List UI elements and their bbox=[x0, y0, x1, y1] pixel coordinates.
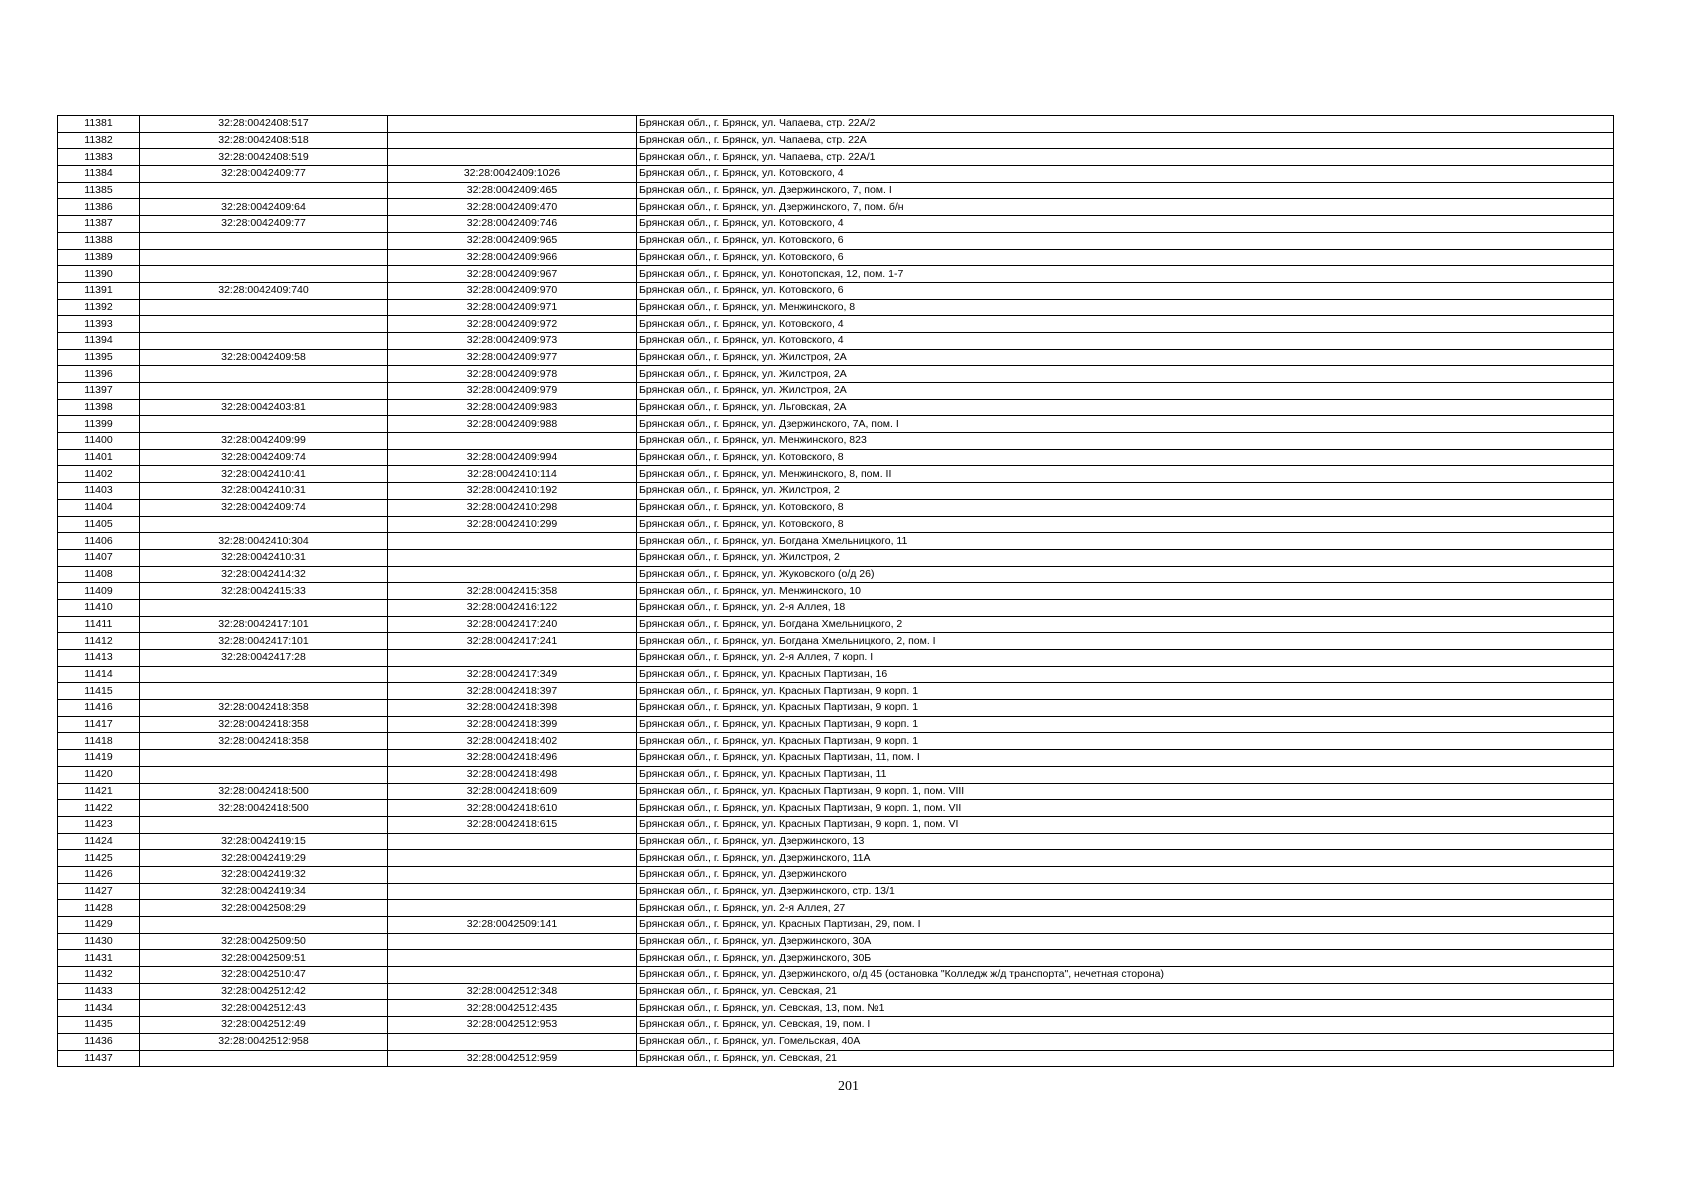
row-number-cell: 11390 bbox=[58, 266, 140, 283]
parcel-cadastral-cell bbox=[140, 816, 388, 833]
building-cadastral-cell: 32:28:0042418:610 bbox=[388, 800, 637, 817]
building-cadastral-cell: 32:28:0042418:398 bbox=[388, 700, 637, 717]
building-cadastral-cell: 32:28:0042418:402 bbox=[388, 733, 637, 750]
table-row bbox=[58, 316, 1614, 333]
parcel-cadastral-cell: 32:28:0042512:958 bbox=[140, 1033, 388, 1050]
building-cadastral-cell: 32:28:0042409:746 bbox=[388, 216, 637, 233]
table-row bbox=[58, 950, 1614, 967]
row-number-cell: 11403 bbox=[58, 483, 140, 500]
row-number-cell: 11399 bbox=[58, 416, 140, 433]
parcel-cadastral-cell: 32:28:0042408:517 bbox=[140, 116, 388, 133]
row-number-cell: 11401 bbox=[58, 449, 140, 466]
parcel-cadastral-cell: 32:28:0042408:518 bbox=[140, 132, 388, 149]
building-cadastral-cell: 32:28:0042409:470 bbox=[388, 199, 637, 216]
table-row bbox=[58, 566, 1614, 583]
row-number-cell: 11397 bbox=[58, 383, 140, 400]
address-cell: Брянская обл., г. Брянск, ул. Богдана Хмельницкого, 2, пом. I bbox=[637, 633, 1614, 650]
row-number-cell: 11415 bbox=[58, 683, 140, 700]
table-row bbox=[58, 599, 1614, 616]
row-number-cell: 11428 bbox=[58, 900, 140, 917]
address-cell: Брянская обл., г. Брянск, ул. Котовского, 6 bbox=[637, 232, 1614, 249]
table-row bbox=[58, 266, 1614, 283]
table-row bbox=[58, 383, 1614, 400]
table-row bbox=[58, 449, 1614, 466]
building-cadastral-cell bbox=[388, 566, 637, 583]
table-row bbox=[58, 816, 1614, 833]
parcel-cadastral-cell bbox=[140, 182, 388, 199]
parcel-cadastral-cell: 32:28:0042508:29 bbox=[140, 900, 388, 917]
table-row bbox=[58, 232, 1614, 249]
table-row bbox=[58, 182, 1614, 199]
row-number-cell: 11434 bbox=[58, 1000, 140, 1017]
parcel-cadastral-cell: 32:28:0042410:304 bbox=[140, 533, 388, 550]
parcel-cadastral-cell: 32:28:0042409:99 bbox=[140, 433, 388, 450]
row-number-cell: 11384 bbox=[58, 166, 140, 183]
building-cadastral-cell bbox=[388, 900, 637, 917]
table-row bbox=[58, 1017, 1614, 1034]
row-number-cell: 11400 bbox=[58, 433, 140, 450]
table-row bbox=[58, 366, 1614, 383]
parcel-cadastral-cell: 32:28:0042409:77 bbox=[140, 216, 388, 233]
row-number-cell: 11420 bbox=[58, 766, 140, 783]
address-cell: Брянская обл., г. Брянск, ул. Дзержинского, 30Б bbox=[637, 950, 1614, 967]
parcel-cadastral-cell: 32:28:0042410:31 bbox=[140, 483, 388, 500]
address-cell: Брянская обл., г. Брянск, ул. Дзержинского, стр. 13/1 bbox=[637, 883, 1614, 900]
building-cadastral-cell: 32:28:0042410:114 bbox=[388, 466, 637, 483]
table-row bbox=[58, 216, 1614, 233]
parcel-cadastral-cell: 32:28:0042410:41 bbox=[140, 466, 388, 483]
address-cell: Брянская обл., г. Брянск, ул. Жилстроя, 2 bbox=[637, 549, 1614, 566]
building-cadastral-cell: 32:28:0042409:994 bbox=[388, 449, 637, 466]
address-cell: Брянская обл., г. Брянск, ул. Дзержинского, 7, пом. I bbox=[637, 182, 1614, 199]
table-row bbox=[58, 683, 1614, 700]
table-row bbox=[58, 1033, 1614, 1050]
parcel-cadastral-cell bbox=[140, 249, 388, 266]
parcel-cadastral-cell bbox=[140, 316, 388, 333]
row-number-cell: 11396 bbox=[58, 366, 140, 383]
parcel-cadastral-cell: 32:28:0042510:47 bbox=[140, 967, 388, 984]
parcel-cadastral-cell bbox=[140, 766, 388, 783]
row-number-cell: 11430 bbox=[58, 933, 140, 950]
building-cadastral-cell: 32:28:0042416:122 bbox=[388, 599, 637, 616]
row-number-cell: 11391 bbox=[58, 282, 140, 299]
parcel-cadastral-cell: 32:28:0042419:15 bbox=[140, 833, 388, 850]
building-cadastral-cell bbox=[388, 650, 637, 667]
address-cell: Брянская обл., г. Брянск, ул. Жуковского (о/д 26) bbox=[637, 566, 1614, 583]
row-number-cell: 11429 bbox=[58, 917, 140, 934]
parcel-cadastral-cell: 32:28:0042417:101 bbox=[140, 616, 388, 633]
building-cadastral-cell bbox=[388, 833, 637, 850]
row-number-cell: 11387 bbox=[58, 216, 140, 233]
row-number-cell: 11402 bbox=[58, 466, 140, 483]
address-cell: Брянская обл., г. Брянск, ул. Менжинского, 823 bbox=[637, 433, 1614, 450]
building-cadastral-cell: 32:28:0042410:298 bbox=[388, 499, 637, 516]
parcel-cadastral-cell bbox=[140, 917, 388, 934]
table-row bbox=[58, 616, 1614, 633]
row-number-cell: 11418 bbox=[58, 733, 140, 750]
table-row bbox=[58, 766, 1614, 783]
address-cell: Брянская обл., г. Брянск, ул. Дзержинского, 7, пом. б/н bbox=[637, 199, 1614, 216]
building-cadastral-cell: 32:28:0042418:399 bbox=[388, 716, 637, 733]
row-number-cell: 11421 bbox=[58, 783, 140, 800]
building-cadastral-cell bbox=[388, 866, 637, 883]
row-number-cell: 11388 bbox=[58, 232, 140, 249]
table-row bbox=[58, 416, 1614, 433]
row-number-cell: 11433 bbox=[58, 983, 140, 1000]
building-cadastral-cell: 32:28:0042512:435 bbox=[388, 1000, 637, 1017]
building-cadastral-cell: 32:28:0042417:240 bbox=[388, 616, 637, 633]
parcel-cadastral-cell bbox=[140, 1050, 388, 1067]
row-number-cell: 11426 bbox=[58, 866, 140, 883]
parcel-cadastral-cell: 32:28:0042410:31 bbox=[140, 549, 388, 566]
parcel-cadastral-cell: 32:28:0042409:64 bbox=[140, 199, 388, 216]
address-cell: Брянская обл., г. Брянск, ул. Севская, 19, пом. I bbox=[637, 1017, 1614, 1034]
row-number-cell: 11395 bbox=[58, 349, 140, 366]
building-cadastral-cell bbox=[388, 116, 637, 133]
table-row bbox=[58, 199, 1614, 216]
address-cell: Брянская обл., г. Брянск, ул. Красных Партизан, 16 bbox=[637, 666, 1614, 683]
table-row bbox=[58, 633, 1614, 650]
address-cell: Брянская обл., г. Брянск, ул. Красных Партизан, 9 корп. 1 bbox=[637, 716, 1614, 733]
parcel-cadastral-cell bbox=[140, 683, 388, 700]
address-cell: Брянская обл., г. Брянск, ул. Гомельская, 40А bbox=[637, 1033, 1614, 1050]
building-cadastral-cell: 32:28:0042417:349 bbox=[388, 666, 637, 683]
building-cadastral-cell bbox=[388, 883, 637, 900]
parcel-cadastral-cell bbox=[140, 666, 388, 683]
parcel-cadastral-cell bbox=[140, 416, 388, 433]
building-cadastral-cell: 32:28:0042409:988 bbox=[388, 416, 637, 433]
parcel-cadastral-cell: 32:28:0042419:29 bbox=[140, 850, 388, 867]
row-number-cell: 11409 bbox=[58, 583, 140, 600]
parcel-cadastral-cell: 32:28:0042414:32 bbox=[140, 566, 388, 583]
address-cell: Брянская обл., г. Брянск, ул. Котовского, 8 bbox=[637, 499, 1614, 516]
table-row bbox=[58, 700, 1614, 717]
parcel-cadastral-cell: 32:28:0042409:58 bbox=[140, 349, 388, 366]
parcel-cadastral-cell: 32:28:0042409:74 bbox=[140, 499, 388, 516]
address-cell: Брянская обл., г. Брянск, ул. Дзержинского bbox=[637, 866, 1614, 883]
parcel-cadastral-cell: 32:28:0042509:51 bbox=[140, 950, 388, 967]
table-row bbox=[58, 933, 1614, 950]
table-row bbox=[58, 166, 1614, 183]
table-row bbox=[58, 516, 1614, 533]
building-cadastral-cell bbox=[388, 433, 637, 450]
building-cadastral-cell: 32:28:0042418:615 bbox=[388, 816, 637, 833]
address-cell: Брянская обл., г. Брянск, ул. Дзержинского, 13 bbox=[637, 833, 1614, 850]
row-number-cell: 11394 bbox=[58, 332, 140, 349]
parcel-cadastral-cell bbox=[140, 266, 388, 283]
parcel-cadastral-cell: 32:28:0042418:500 bbox=[140, 800, 388, 817]
table-row bbox=[58, 549, 1614, 566]
parcel-cadastral-cell: 32:28:0042509:50 bbox=[140, 933, 388, 950]
building-cadastral-cell: 32:28:0042418:498 bbox=[388, 766, 637, 783]
table-row bbox=[58, 750, 1614, 767]
row-number-cell: 11407 bbox=[58, 549, 140, 566]
parcel-cadastral-cell: 32:28:0042403:81 bbox=[140, 399, 388, 416]
address-cell: Брянская обл., г. Брянск, ул. Дзержинского, 30А bbox=[637, 933, 1614, 950]
address-cell: Брянская обл., г. Брянск, ул. Красных Партизан, 9 корп. 1 bbox=[637, 700, 1614, 717]
row-number-cell: 11408 bbox=[58, 566, 140, 583]
row-number-cell: 11423 bbox=[58, 816, 140, 833]
building-cadastral-cell: 32:28:0042409:1026 bbox=[388, 166, 637, 183]
building-cadastral-cell bbox=[388, 950, 637, 967]
building-cadastral-cell: 32:28:0042512:953 bbox=[388, 1017, 637, 1034]
address-cell: Брянская обл., г. Брянск, ул. 2-я Аллея, 18 bbox=[637, 599, 1614, 616]
row-number-cell: 11412 bbox=[58, 633, 140, 650]
table-row bbox=[58, 483, 1614, 500]
parcel-cadastral-cell: 32:28:0042417:101 bbox=[140, 633, 388, 650]
address-cell: Брянская обл., г. Брянск, ул. Красных Партизан, 11 bbox=[637, 766, 1614, 783]
building-cadastral-cell bbox=[388, 933, 637, 950]
row-number-cell: 11419 bbox=[58, 750, 140, 767]
address-cell: Брянская обл., г. Брянск, ул. Красных Партизан, 9 корп. 1, пом. VIII bbox=[637, 783, 1614, 800]
table-row bbox=[58, 466, 1614, 483]
parcel-cadastral-cell: 32:28:0042418:358 bbox=[140, 700, 388, 717]
table-row bbox=[58, 833, 1614, 850]
address-cell: Брянская обл., г. Брянск, ул. Льговская, 2А bbox=[637, 399, 1614, 416]
building-cadastral-cell: 32:28:0042409:967 bbox=[388, 266, 637, 283]
address-cell: Брянская обл., г. Брянск, ул. Севская, 13, пом. №1 bbox=[637, 1000, 1614, 1017]
building-cadastral-cell bbox=[388, 549, 637, 566]
row-number-cell: 11435 bbox=[58, 1017, 140, 1034]
table-row bbox=[58, 349, 1614, 366]
parcel-cadastral-cell bbox=[140, 750, 388, 767]
parcel-cadastral-cell: 32:28:0042415:33 bbox=[140, 583, 388, 600]
parcel-cadastral-cell: 32:28:0042409:740 bbox=[140, 282, 388, 299]
building-cadastral-cell: 32:28:0042418:397 bbox=[388, 683, 637, 700]
table-row bbox=[58, 866, 1614, 883]
parcel-cadastral-cell bbox=[140, 599, 388, 616]
parcel-cadastral-cell: 32:28:0042512:43 bbox=[140, 1000, 388, 1017]
row-number-cell: 11427 bbox=[58, 883, 140, 900]
row-number-cell: 11437 bbox=[58, 1050, 140, 1067]
address-cell: Брянская обл., г. Брянск, ул. Дзержинского, 11А bbox=[637, 850, 1614, 867]
row-number-cell: 11404 bbox=[58, 499, 140, 516]
address-cell: Брянская обл., г. Брянск, ул. Севская, 21 bbox=[637, 983, 1614, 1000]
address-cell: Брянская обл., г. Брянск, ул. Котовского, 8 bbox=[637, 449, 1614, 466]
building-cadastral-cell: 32:28:0042512:959 bbox=[388, 1050, 637, 1067]
row-number-cell: 11410 bbox=[58, 599, 140, 616]
building-cadastral-cell: 32:28:0042409:977 bbox=[388, 349, 637, 366]
table-row bbox=[58, 282, 1614, 299]
row-number-cell: 11411 bbox=[58, 616, 140, 633]
table-row bbox=[58, 850, 1614, 867]
address-cell: Брянская обл., г. Брянск, ул. Красных Партизан, 11, пом. I bbox=[637, 750, 1614, 767]
row-number-cell: 11422 bbox=[58, 800, 140, 817]
row-number-cell: 11431 bbox=[58, 950, 140, 967]
row-number-cell: 11381 bbox=[58, 116, 140, 133]
building-cadastral-cell: 32:28:0042418:496 bbox=[388, 750, 637, 767]
address-cell: Брянская обл., г. Брянск, ул. Жилстроя, 2А bbox=[637, 366, 1614, 383]
address-cell: Брянская обл., г. Брянск, ул. Менжинского, 8, пом. II bbox=[637, 466, 1614, 483]
building-cadastral-cell bbox=[388, 149, 637, 166]
building-cadastral-cell: 32:28:0042417:241 bbox=[388, 633, 637, 650]
address-cell: Брянская обл., г. Брянск, ул. Котовского, 4 bbox=[637, 332, 1614, 349]
address-cell: Брянская обл., г. Брянск, ул. Конотопская, 12, пом. 1-7 bbox=[637, 266, 1614, 283]
building-cadastral-cell: 32:28:0042409:978 bbox=[388, 366, 637, 383]
building-cadastral-cell bbox=[388, 132, 637, 149]
building-cadastral-cell bbox=[388, 850, 637, 867]
parcel-cadastral-cell: 32:28:0042409:77 bbox=[140, 166, 388, 183]
row-number-cell: 11425 bbox=[58, 850, 140, 867]
building-cadastral-cell bbox=[388, 967, 637, 984]
row-number-cell: 11432 bbox=[58, 967, 140, 984]
registry-table bbox=[57, 115, 1614, 1067]
address-cell: Брянская обл., г. Брянск, ул. Чапаева, стр. 22А bbox=[637, 132, 1614, 149]
parcel-cadastral-cell bbox=[140, 516, 388, 533]
building-cadastral-cell: 32:28:0042409:979 bbox=[388, 383, 637, 400]
row-number-cell: 11392 bbox=[58, 299, 140, 316]
parcel-cadastral-cell: 32:28:0042418:358 bbox=[140, 716, 388, 733]
table-row bbox=[58, 132, 1614, 149]
row-number-cell: 11436 bbox=[58, 1033, 140, 1050]
building-cadastral-cell: 32:28:0042409:970 bbox=[388, 282, 637, 299]
address-cell: Брянская обл., г. Брянск, ул. Котовского, 6 bbox=[637, 282, 1614, 299]
row-number-cell: 11385 bbox=[58, 182, 140, 199]
building-cadastral-cell: 32:28:0042409:973 bbox=[388, 332, 637, 349]
row-number-cell: 11416 bbox=[58, 700, 140, 717]
row-number-cell: 11398 bbox=[58, 399, 140, 416]
row-number-cell: 11386 bbox=[58, 199, 140, 216]
table-row bbox=[58, 149, 1614, 166]
address-cell: Брянская обл., г. Брянск, ул. Котовского, 4 bbox=[637, 216, 1614, 233]
table-row bbox=[58, 332, 1614, 349]
building-cadastral-cell: 32:28:0042410:192 bbox=[388, 483, 637, 500]
address-cell: Брянская обл., г. Брянск, ул. Красных Партизан, 9 корп. 1 bbox=[637, 683, 1614, 700]
page-number: 201 bbox=[838, 1079, 859, 1094]
address-cell: Брянская обл., г. Брянск, ул. Севская, 21 bbox=[637, 1050, 1614, 1067]
table-row bbox=[58, 583, 1614, 600]
address-cell: Брянская обл., г. Брянск, ул. Богдана Хмельницкого, 11 bbox=[637, 533, 1614, 550]
address-cell: Брянская обл., г. Брянск, ул. Дзержинского, 7А, пом. I bbox=[637, 416, 1614, 433]
table-row bbox=[58, 783, 1614, 800]
table-row bbox=[58, 917, 1614, 934]
parcel-cadastral-cell: 32:28:0042418:358 bbox=[140, 733, 388, 750]
table-row bbox=[58, 983, 1614, 1000]
building-cadastral-cell: 32:28:0042409:971 bbox=[388, 299, 637, 316]
parcel-cadastral-cell: 32:28:0042418:500 bbox=[140, 783, 388, 800]
row-number-cell: 11424 bbox=[58, 833, 140, 850]
building-cadastral-cell bbox=[388, 1033, 637, 1050]
parcel-cadastral-cell bbox=[140, 332, 388, 349]
building-cadastral-cell: 32:28:0042418:609 bbox=[388, 783, 637, 800]
row-number-cell: 11413 bbox=[58, 650, 140, 667]
table-row bbox=[58, 650, 1614, 667]
address-cell: Брянская обл., г. Брянск, ул. Жилстроя, 2 bbox=[637, 483, 1614, 500]
address-cell: Брянская обл., г. Брянск, ул. Жилстроя, 2А bbox=[637, 383, 1614, 400]
table-row bbox=[58, 116, 1614, 133]
building-cadastral-cell: 32:28:0042409:983 bbox=[388, 399, 637, 416]
building-cadastral-cell: 32:28:0042409:972 bbox=[388, 316, 637, 333]
table-row bbox=[58, 883, 1614, 900]
parcel-cadastral-cell bbox=[140, 366, 388, 383]
parcel-cadastral-cell bbox=[140, 299, 388, 316]
row-number-cell: 11389 bbox=[58, 249, 140, 266]
row-number-cell: 11417 bbox=[58, 716, 140, 733]
table-row bbox=[58, 716, 1614, 733]
address-cell: Брянская обл., г. Брянск, ул. Чапаева, стр. 22А/1 bbox=[637, 149, 1614, 166]
address-cell: Брянская обл., г. Брянск, ул. Чапаева, стр. 22А/2 bbox=[637, 116, 1614, 133]
row-number-cell: 11414 bbox=[58, 666, 140, 683]
table-row bbox=[58, 249, 1614, 266]
building-cadastral-cell: 32:28:0042409:965 bbox=[388, 232, 637, 249]
building-cadastral-cell: 32:28:0042410:299 bbox=[388, 516, 637, 533]
parcel-cadastral-cell: 32:28:0042417:28 bbox=[140, 650, 388, 667]
row-number-cell: 11393 bbox=[58, 316, 140, 333]
table-row bbox=[58, 433, 1614, 450]
address-cell: Брянская обл., г. Брянск, ул. Красных Партизан, 9 корп. 1, пом. VI bbox=[637, 816, 1614, 833]
table-row bbox=[58, 399, 1614, 416]
row-number-cell: 11383 bbox=[58, 149, 140, 166]
table-row bbox=[58, 733, 1614, 750]
parcel-cadastral-cell bbox=[140, 232, 388, 249]
row-number-cell: 11405 bbox=[58, 516, 140, 533]
address-cell: Брянская обл., г. Брянск, ул. Богдана Хмельницкого, 2 bbox=[637, 616, 1614, 633]
address-cell: Брянская обл., г. Брянск, ул. Красных Партизан, 29, пом. I bbox=[637, 917, 1614, 934]
parcel-cadastral-cell: 32:28:0042419:32 bbox=[140, 866, 388, 883]
parcel-cadastral-cell: 32:28:0042419:34 bbox=[140, 883, 388, 900]
address-cell: Брянская обл., г. Брянск, ул. Котовского, 6 bbox=[637, 249, 1614, 266]
parcel-cadastral-cell: 32:28:0042512:42 bbox=[140, 983, 388, 1000]
address-cell: Брянская обл., г. Брянск, ул. 2-я Аллея, 27 bbox=[637, 900, 1614, 917]
table-row bbox=[58, 499, 1614, 516]
table-row bbox=[58, 299, 1614, 316]
table-row bbox=[58, 967, 1614, 984]
parcel-cadastral-cell: 32:28:0042409:74 bbox=[140, 449, 388, 466]
address-cell: Брянская обл., г. Брянск, ул. Жилстроя, 2А bbox=[637, 349, 1614, 366]
building-cadastral-cell: 32:28:0042409:966 bbox=[388, 249, 637, 266]
address-cell: Брянская обл., г. Брянск, ул. Дзержинского, о/д 45 (остановка "Колледж ж/д транспорта", нечетная сторона) bbox=[637, 967, 1614, 984]
building-cadastral-cell: 32:28:0042415:358 bbox=[388, 583, 637, 600]
table-row bbox=[58, 1050, 1614, 1067]
address-cell: Брянская обл., г. Брянск, ул. Котовского, 4 bbox=[637, 166, 1614, 183]
table-row bbox=[58, 900, 1614, 917]
registry-table-body bbox=[58, 116, 1614, 1067]
building-cadastral-cell: 32:28:0042512:348 bbox=[388, 983, 637, 1000]
row-number-cell: 11382 bbox=[58, 132, 140, 149]
address-cell: Брянская обл., г. Брянск, ул. Менжинского, 8 bbox=[637, 299, 1614, 316]
address-cell: Брянская обл., г. Брянск, ул. 2-я Аллея, 7 корп. I bbox=[637, 650, 1614, 667]
table-row bbox=[58, 800, 1614, 817]
parcel-cadastral-cell: 32:28:0042408:519 bbox=[140, 149, 388, 166]
building-cadastral-cell bbox=[388, 533, 637, 550]
parcel-cadastral-cell: 32:28:0042512:49 bbox=[140, 1017, 388, 1034]
address-cell: Брянская обл., г. Брянск, ул. Красных Партизан, 9 корп. 1, пом. VII bbox=[637, 800, 1614, 817]
table-row bbox=[58, 1000, 1614, 1017]
parcel-cadastral-cell bbox=[140, 383, 388, 400]
building-cadastral-cell: 32:28:0042409:465 bbox=[388, 182, 637, 199]
building-cadastral-cell: 32:28:0042509:141 bbox=[388, 917, 637, 934]
address-cell: Брянская обл., г. Брянск, ул. Котовского, 4 bbox=[637, 316, 1614, 333]
table-row bbox=[58, 666, 1614, 683]
row-number-cell: 11406 bbox=[58, 533, 140, 550]
address-cell: Брянская обл., г. Брянск, ул. Красных Партизан, 9 корп. 1 bbox=[637, 733, 1614, 750]
address-cell: Брянская обл., г. Брянск, ул. Менжинского, 10 bbox=[637, 583, 1614, 600]
table-row bbox=[58, 533, 1614, 550]
address-cell: Брянская обл., г. Брянск, ул. Котовского, 8 bbox=[637, 516, 1614, 533]
